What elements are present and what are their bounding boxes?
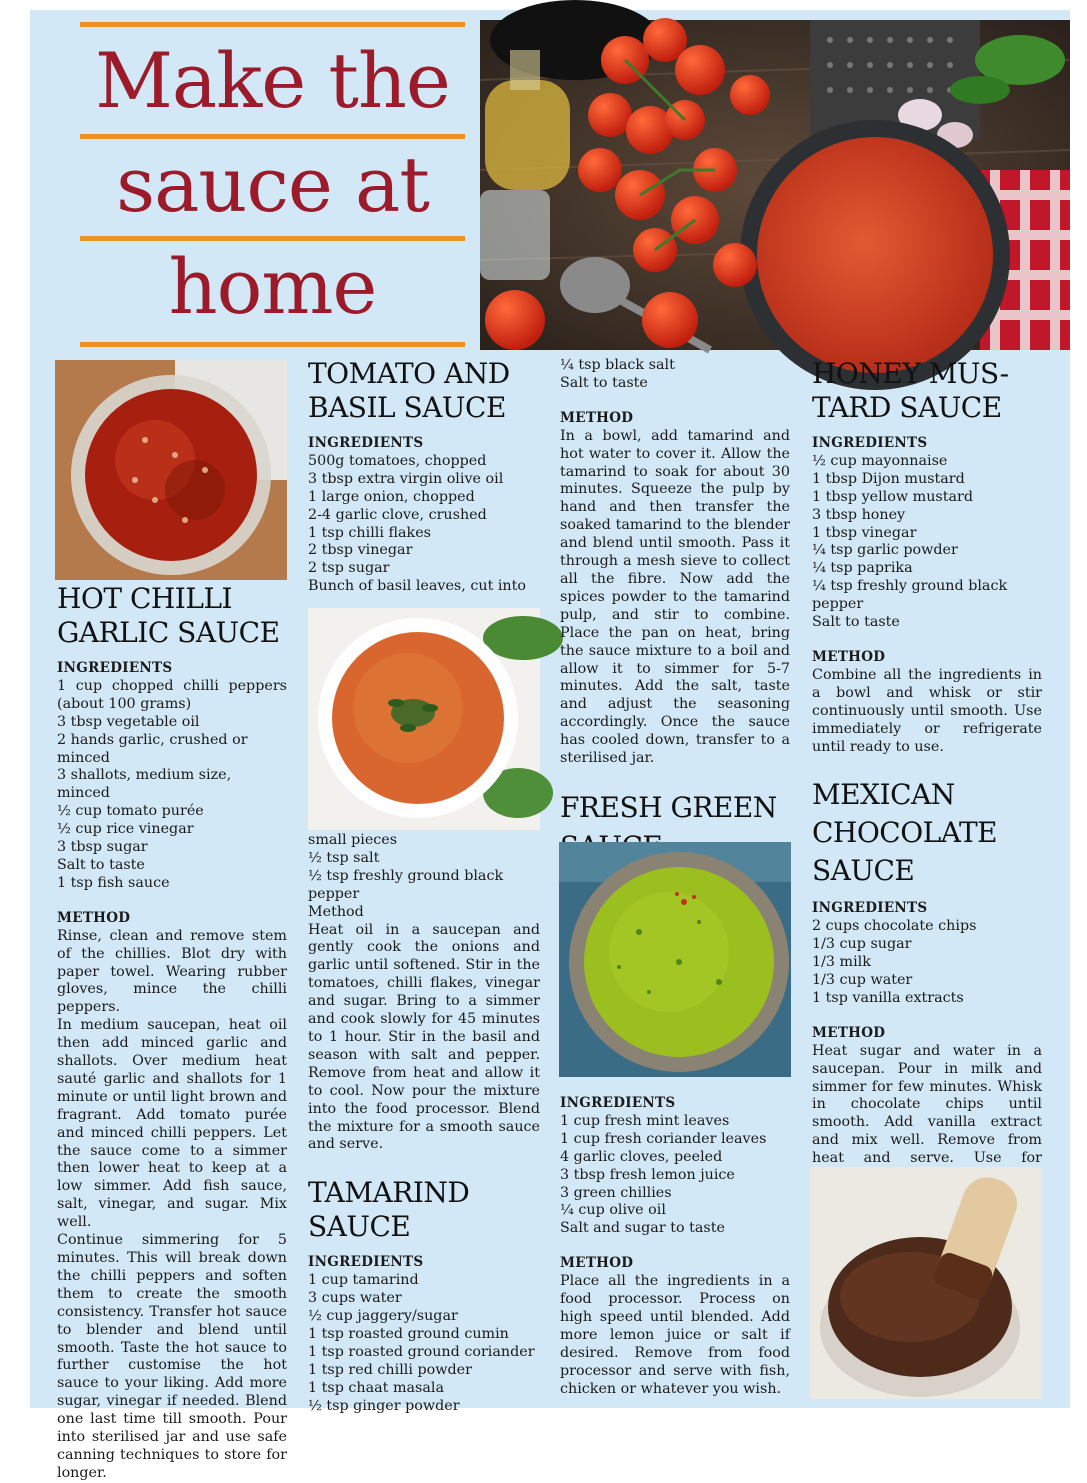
ingredient-item: 1 cup fresh mint leaves <box>560 1112 730 1129</box>
ingredients-label: INGREDIENTS <box>308 1254 424 1271</box>
ingredient-item: 1 cup chopped chilli peppers (about 100 grams) <box>57 677 287 712</box>
ingredient-item: ¼ tsp freshly ground black pepper <box>812 578 1008 613</box>
hot-chilli-heading-2: GARLIC SAUCE <box>57 616 280 649</box>
ingredient-item: 3 tbsp honey <box>812 506 906 523</box>
ingredient-item: 3 green chillies <box>560 1184 672 1201</box>
ingredient-item: 1 cup tamarind <box>308 1272 419 1289</box>
hot-chilli-section <box>57 582 287 1483</box>
orange-rule <box>80 236 465 241</box>
ingredients-label: INGREDIENTS <box>57 660 173 676</box>
chilli-sauce-photo <box>55 360 287 580</box>
ingredient-item: 1 tsp vanilla extracts <box>812 989 964 1006</box>
ingredients-label: INGREDIENTS <box>812 900 928 917</box>
ingredient-item: ¼ tsp black salt <box>560 357 675 373</box>
ingredient-item: ¼ tsp garlic powder <box>812 542 958 559</box>
ingredient-item: Salt to taste <box>812 614 900 631</box>
ingredient-item: ½ cup tomato purée <box>57 803 204 820</box>
ingredient-item: 3 tbsp fresh lemon juice <box>560 1166 735 1183</box>
ingredients-label: INGREDIENTS <box>560 1095 676 1111</box>
ingredient-item: small pieces <box>308 832 398 848</box>
tamarind-heading-2: SAUCE <box>308 1210 411 1244</box>
ingredient-item: 2 hands garlic, crushed or minced <box>57 731 248 766</box>
ingredient-item: Salt to taste <box>57 856 145 873</box>
green-heading-1: FRESH GREEN <box>560 790 777 824</box>
ingredient-item: 1 tbsp Dijon mustard <box>812 470 965 487</box>
ingredient-item: 1/3 cup water <box>812 972 913 989</box>
ingredient-item: 2 tbsp vinegar <box>308 542 413 559</box>
ingredient-item: 1 tsp fish sauce <box>57 874 170 891</box>
method-label: METHOD <box>57 909 131 926</box>
tamarind-continued <box>560 357 790 866</box>
ingredient-item: 1 tsp red chilli powder <box>308 1361 472 1378</box>
green-sauce-photo <box>559 842 791 1077</box>
honey-mustard-section <box>812 357 1042 1204</box>
ingredient-item: 1 large onion, chopped <box>308 488 475 505</box>
method-paragraph: Place all the ingredients in a food processor. Process on high speed until blended. Add more lemon juice or salt if desired. Remove from food processor and serve with fish, chicken or whatever you wish. <box>560 1273 790 1397</box>
ingredient-item: 3 tbsp sugar <box>57 839 148 856</box>
method-paragraph: Combine all the ingredients in a bowl and whisk or stir continuously until smooth. Use immediately or refrigerate until ready to use. <box>812 666 1042 755</box>
method-label: Method <box>308 903 364 920</box>
ingredient-item: 2 cups chocolate chips <box>812 918 977 935</box>
ingredient-item: 1/3 cup sugar <box>812 936 912 953</box>
method-label: METHOD <box>560 409 634 426</box>
ingredient-item: 1 tsp chaat masala <box>308 1379 445 1396</box>
method-paragraph: Heat oil in a saucepan and gently cook the onions and garlic until softened. Stir in the tomatoes, chilli flakes, vinegar and sugar. Bring to a simmer and cook slowly for 45 minutes to 1 hour. Stir in the basil and season with salt and pepper. Remove from heat and allow it to cool. Now pour the mixture into the food processor. Blend the mixture for a smooth sauce and serve. <box>308 921 540 1153</box>
tomato-basil-heading-1: TOMATO AND <box>308 357 510 390</box>
ingredients-label: INGREDIENTS <box>308 435 424 451</box>
orange-rule <box>80 342 465 347</box>
tomato-basil-section <box>308 357 540 596</box>
honey-heading-2: TARD SAUCE <box>812 391 1002 424</box>
honey-heading-1: HONEY MUS- <box>812 357 1009 390</box>
mexican-heading-2: CHOCOLATE <box>812 816 998 850</box>
mexican-heading-1: MEXICAN <box>812 778 955 812</box>
ingredient-item: 2 tsp sugar <box>308 560 390 577</box>
ingredient-item: Salt and sugar to taste <box>560 1220 725 1237</box>
tomato-basil-heading-2: BASIL SAUCE <box>308 391 506 424</box>
method-paragraph: In a bowl, add tamarind and hot water to cover it. Allow the tamarind to soak for about 30 minutes. Squeeze the pulp by hand and then transfer the soaked tamarind to the blender and blend until smooth. Pass it through a mesh sieve to collect all the fibre. Now add the spices powder to the tamarind pulp, and stir to combine. Place the pan on heat, bring the sauce mixture to a boil and allow it to simmer for 5-7 minutes. Add the salt, taste and adjust the seasoning accordingly. Once the sauce has cooled down, transfer to a sterilised jar. <box>560 427 790 767</box>
method-paragraph: Continue simmering for 5 minutes. This will break down the chilli peppers and soften them to create the smooth consistency. Transfer hot sauce to blender and blend until smooth. Taste the hot sauce to further customise the hot sauce to your liking. Add more sugar, vinegar if needed. Blend one last time till smooth. Pour into sterilised jar and use safe canning techniques to store for longer. <box>57 1232 287 1481</box>
tamarind-heading-1: TAMARIND <box>308 1176 470 1210</box>
method-label: METHOD <box>812 648 886 665</box>
ingredient-item: Bunch of basil leaves, cut into <box>308 578 526 595</box>
tomato-basil-continued <box>308 832 540 1415</box>
ingredient-item: ½ cup mayonnaise <box>812 452 948 469</box>
ingredient-item: 3 tbsp extra virgin olive oil <box>308 470 504 487</box>
ingredient-item: 1 cup fresh coriander leaves <box>560 1130 767 1147</box>
ingredient-item: ½ cup rice vinegar <box>57 821 194 838</box>
ingredients-label: INGREDIENTS <box>812 435 928 451</box>
mexican-heading-3: SAUCE <box>812 854 915 888</box>
hero-photo <box>480 20 1070 350</box>
ingredient-item: ½ cup jaggery/sugar <box>308 1308 458 1325</box>
page <box>30 10 1070 1481</box>
ingredient-item: ½ tsp ginger powder <box>308 1397 460 1414</box>
ingredient-item: ¼ tsp paprika <box>812 560 913 577</box>
title-line-2: sauce at <box>116 140 429 229</box>
method-paragraph: In medium saucepan, heat oil then add minced garlic and shallots. Over medium heat sauté garlic and shallots for 1 minute or until light brown and fragrant. Add tomato purée and minced chilli peppers. Let the sauce come to a simmer then lower heat to keep at a low simmer. Add fish sauce, salt, vinegar, and sugar. Mix well. <box>57 1017 287 1231</box>
ingredient-item: ½ tsp freshly ground black pepper <box>308 867 504 902</box>
title-block <box>80 22 465 352</box>
ingredient-item: 3 tbsp vegetable oil <box>57 713 200 730</box>
ingredient-item: ½ tsp salt <box>308 849 380 866</box>
ingredient-item: 1/3 milk <box>812 954 871 971</box>
title-line-1: Make the <box>95 36 450 125</box>
method-label: METHOD <box>812 1024 886 1041</box>
ingredient-item: 1 tbsp yellow mustard <box>812 488 974 505</box>
ingredient-item: 1 tsp roasted ground cumin <box>308 1325 509 1342</box>
ingredient-item: 3 shallots, medium size, minced <box>57 767 232 802</box>
title-line-3: home <box>168 242 377 331</box>
ingredient-item: 4 garlic cloves, peeled <box>560 1148 723 1165</box>
ingredient-item: 1 tbsp vinegar <box>812 524 917 541</box>
ingredient-item: 2-4 garlic clove, crushed <box>308 506 487 523</box>
ingredient-item: ¼ cup olive oil <box>560 1202 666 1219</box>
ingredient-item: Salt to taste <box>560 374 648 391</box>
ingredient-item: 500g tomatoes, chopped <box>308 452 487 469</box>
method-paragraph: Rinse, clean and remove stem of the chillies. Blot dry with paper towel. Wearing rubber gloves, mince the chilli peppers. <box>57 927 287 1016</box>
orange-rule <box>80 134 465 139</box>
chocolate-sauce-photo <box>810 1167 1042 1399</box>
method-paragraph: Heat sugar and water in a saucepan. Pour in milk and simmer for few minutes. Whisk in chocolate chips until smooth. Add vanilla extract and mix well. Remove from heat and serve. Use for <box>812 1042 1042 1167</box>
hot-chilli-heading-1: HOT CHILLI <box>57 582 233 615</box>
orange-rule <box>80 22 465 27</box>
ingredient-item: 1 tsp roasted ground coriander <box>308 1343 535 1360</box>
ingredient-item: 1 tsp chilli flakes <box>308 524 431 541</box>
green-sauce-section <box>560 1095 790 1399</box>
ingredient-item: 3 cups water <box>308 1290 402 1307</box>
method-label: METHOD <box>560 1255 634 1272</box>
tomato-soup-photo <box>308 608 540 830</box>
